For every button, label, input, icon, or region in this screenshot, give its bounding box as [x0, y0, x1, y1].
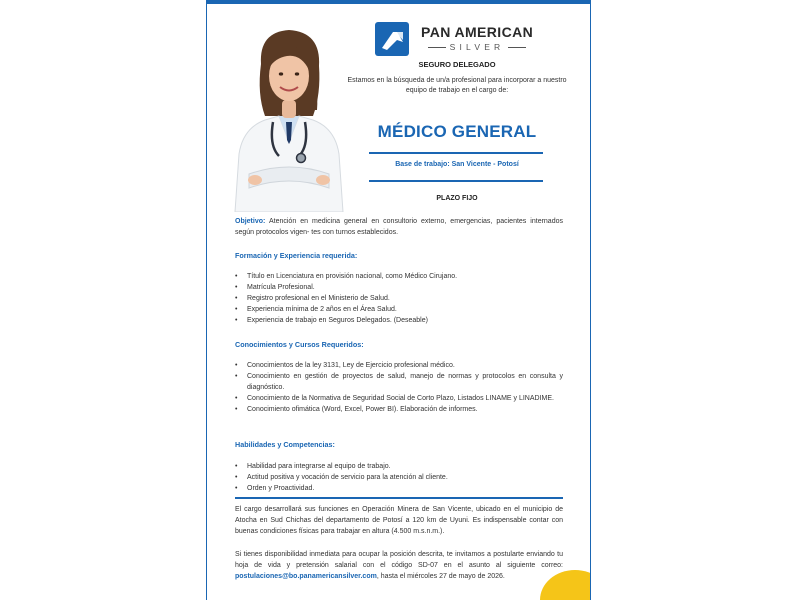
work-location: Base de trabajo: San Vicente - Potosí: [395, 161, 519, 168]
list-item: • Experiencia de trabajo en Seguros Delegados. (Deseable): [235, 315, 563, 326]
brand-name: PAN AMERICAN: [421, 24, 534, 40]
doctor-photo: [229, 24, 349, 212]
objective-paragraph: [235, 216, 563, 238]
section-list-formacion: [235, 271, 563, 326]
location-divider: [369, 180, 543, 182]
pan-american-logo-icon: [375, 22, 409, 56]
list-item: • Título en Licenciatura en provisión nacional, como Médico Cirujano.: [235, 271, 563, 282]
intro-text: Estamos en la búsqueda de un/a profesional para incorporar a nuestro equipo de trabajo en el cargo de:: [347, 77, 567, 94]
list-item: • Conocimiento en gestión de proyectos de salud, manejo de normas y protocolos en consulta y diagnóstico.: [235, 371, 563, 393]
list-item: • Conocimiento ofimática (Word, Excel, Power BI). Elaboración de informes.: [235, 404, 563, 415]
job-title: MÉDICO GENERAL: [377, 122, 537, 141]
deadline-text: , hasta el miércoles 27 de mayo de 2026.: [376, 573, 505, 580]
list-item: • Conocimientos de la ley 3131, Ley de Ejercicio profesional médico.: [235, 360, 563, 371]
title-divider: [369, 152, 543, 154]
objective-text: Atención en medicina general en consultorio externo, emergencias, pacientes internados según protocolos vigen- tes con turnos establecidos.: [235, 218, 563, 236]
list-item: • Experiencia mínima de 2 años en el Área Salud.: [235, 304, 563, 315]
section-heading-conocimientos: Conocimientos y Cursos Requeridos:: [235, 340, 364, 349]
section-list-habilidades: [235, 461, 563, 494]
department-label: SEGURO DELEGADO: [418, 60, 496, 69]
list-item: • Registro profesional en el Ministerio de Salud.: [235, 293, 563, 304]
brand-subtitle: SILVER: [421, 42, 533, 52]
footer-divider: [235, 497, 563, 499]
application-paragraph: [235, 549, 563, 582]
list-item: • Actitud positiva y vocación de servicio para la atención al cliente.: [235, 472, 563, 483]
section-heading-formacion: Formación y Experiencia requerida:: [235, 251, 358, 260]
application-text: Si tienes disponibilidad inmediata para ocupar la posición descrita, te invitamos a postularte enviando tu hoja de vida y pretensión salarial con el código SD-07 en el asunto al siguiente correo:: [235, 551, 563, 569]
objective-label: Objetivo:: [235, 218, 266, 225]
email-link[interactable]: postulaciones@bo.panamericansilver.com: [235, 573, 377, 580]
brand-logo: [375, 20, 545, 60]
job-posting: [206, 0, 591, 600]
contract-type: PLAZO FIJO: [436, 195, 478, 202]
list-item: • Habilidad para integrarse al equipo de trabajo.: [235, 461, 563, 472]
list-item: • Matrícula Profesional.: [235, 282, 563, 293]
list-item: • Conocimiento de la Normativa de Seguridad Social de Corto Plazo, Listados LINAME y LINADIME.: [235, 393, 563, 404]
section-list-conocimientos: [235, 360, 563, 415]
location-paragraph: El cargo desarrollará sus funciones en Operación Minera de San Vicente, ubicado en el municipio de Atocha en Sud Chichas del departamento de Potosí a 120 km de Uyuni. Es indispensable contar con buenas condiciones físicas para trabajar en altura (4.500 m.s.n.m.).: [235, 506, 563, 535]
list-item: • Orden y Proactividad.: [235, 483, 563, 494]
section-heading-habilidades: Habilidades y Competencias:: [235, 440, 335, 449]
